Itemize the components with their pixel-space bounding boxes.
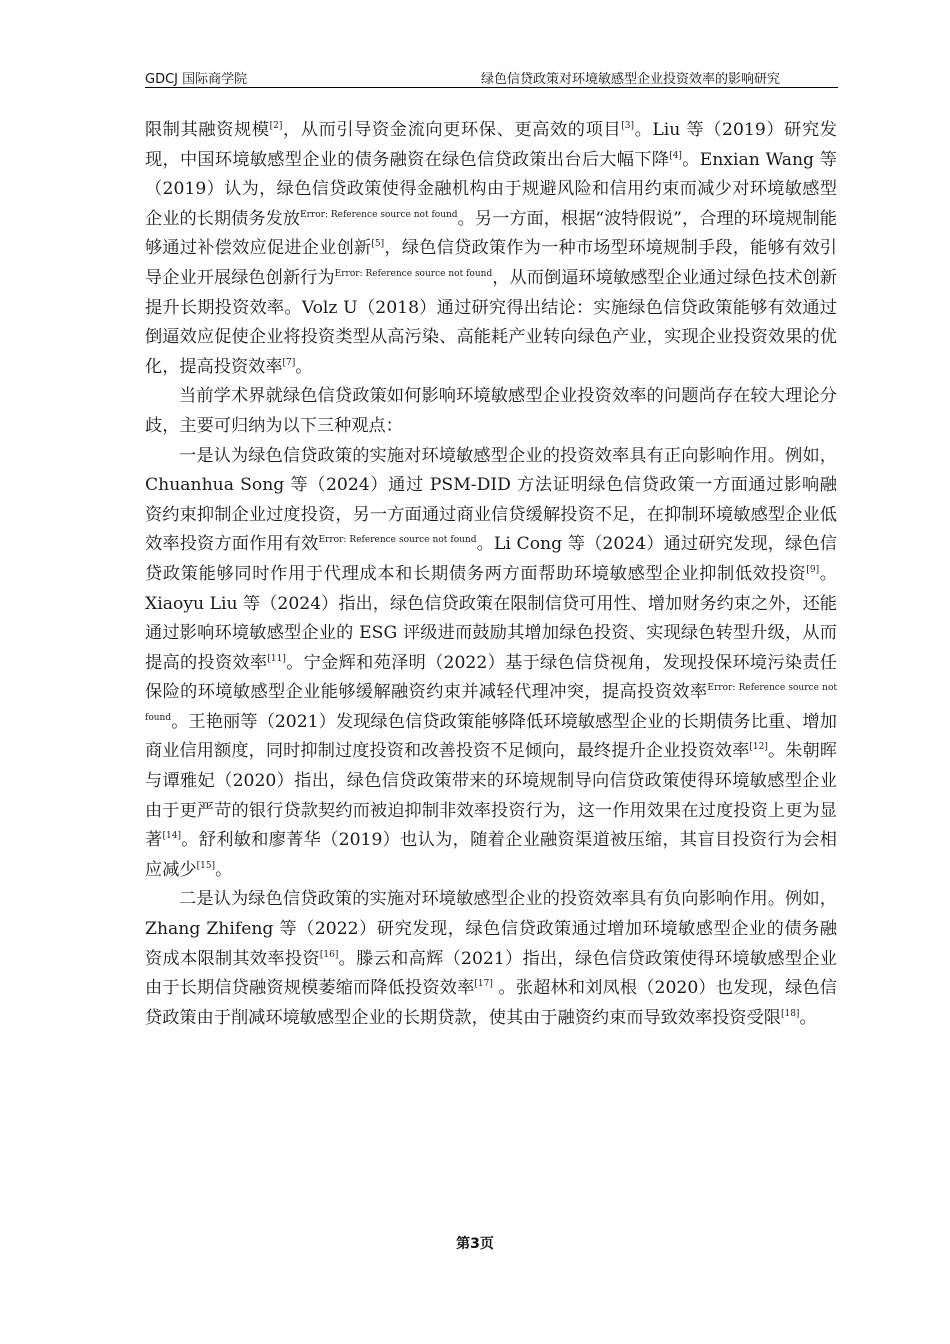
paragraph <box>145 885 837 1033</box>
paragraph-text: 。Li Cong 等（2024）通过研究发现，绿色信贷政策能够同时作用于代理成本和长期债务两方面帮助环境敏感型企业抑制低效投资 <box>145 534 837 584</box>
citation-marker: Error: Reference source not found <box>300 209 458 220</box>
citation-marker: Error: Reference source not found <box>145 683 837 723</box>
citation-marker: [15] <box>196 860 216 871</box>
paragraph-text: 一是认为绿色信贷政策的实施对环境敏感型企业的投资效率具有正向影响作用。例如，Chuanhua Song 等（2024）通过 PSM-DID 方法证明绿色信贷政策一方面通过影响融资约束抑制企业过度投资，另一方面通过商业信贷缓解投资不足，在抑制环境敏感型企业低效率投资方面作用有效 <box>145 445 837 555</box>
paragraph-text: 。 <box>295 356 313 377</box>
citation-marker: [4] <box>669 150 682 161</box>
paragraph-text: 。Liu 等（2019）研究发现，中国环境敏感型企业的债务融资在绿色信贷政策出台后大幅下降 <box>145 120 837 170</box>
citation-marker: [12] <box>749 742 768 753</box>
paragraph-text: 。王艳丽等（2021）发现绿色信贷政策能够降低环境敏感型企业的长期债务比重、增加商业信用额度，同时抑制过度投资和改善投资不足倾向，最终提升企业投资效率 <box>145 711 837 762</box>
paragraph-text: ，从而倒逼环境敏感型企业通过绿色技术创新提升长期投资效率。Volz U（2018）通过研究得出结论：实施绿色信贷政策能够有效通过倒逼效应促使企业将投资类型从高污染、高能耗产业转向绿色产业，实现企业投资效果的优化，提高投资效率 <box>145 267 837 377</box>
page-header <box>145 67 838 88</box>
paragraph-text: 。张超林和刘凤根（2020）也发现，绿色信贷政策由于削减环境敏感型企业的长期贷款，使其由于融资约束而导致效率投资受限 <box>145 978 837 1028</box>
paragraph-text: 当前学术界就绿色信贷政策如何影响环境敏感型企业投资效率的问题尚存在较大理论分歧，主要可归纳为以下三种观点： <box>145 386 837 436</box>
paragraph <box>145 116 837 382</box>
paragraph <box>145 442 837 886</box>
citation-marker: [18] <box>780 1008 800 1019</box>
citation-marker: Error: Reference source not found <box>318 535 477 546</box>
citation-marker: [11] <box>267 653 286 664</box>
citation-marker: [7] <box>282 357 296 368</box>
paragraph-text: 。Enxian Wang 等（2019）认为，绿色信贷政策使得金融机构由于规避风险和信用约束而减少对环境敏感型企业的长期债务发放 <box>145 149 837 229</box>
paragraph-text: 限制其融资规模 <box>145 120 270 140</box>
citation-marker: [14] <box>162 831 181 842</box>
paragraph <box>145 382 837 441</box>
header-institution: GDCJ 国际商学院 <box>145 72 248 87</box>
paragraph-text: 。宁金辉和苑泽明（2022）基于绿色信贷视角，发现投保环境污染责任保险的环境敏感型企业能够缓解融资约束并减轻代理冲突，提高投资效率 <box>145 652 837 703</box>
citation-marker: [3] <box>621 121 634 131</box>
citation-marker: [5] <box>371 239 385 250</box>
paragraph-text: 。另一方面，根据“波特假说”，合理的环境规制能够通过补偿效应促进企业创新 <box>145 208 837 259</box>
paragraph-text: ，从而引导资金流向更环保、更高效的项目 <box>282 120 622 140</box>
paragraph-text: 。 <box>215 859 233 880</box>
paragraph-text: 二是认为绿色信贷政策的实施对环境敏感型企业的投资效率具有负向影响作用。例如，Zhang Zhifeng 等（2022）研究发现，绿色信贷政策通过增加环境敏感型企业的债务融资成本限制其效率投资 <box>145 889 837 969</box>
citation-marker: [9] <box>806 564 820 575</box>
citation-marker: [2] <box>269 121 283 131</box>
paragraph-text: 。朱朝晖与谭雅妃（2020）指出，绿色信贷政策带来的环境规制导向信贷政策使得环境敏感型企业由于更严苛的银行贷款契约而被迫抑制非效率投资行为，这一作用效果在过度投资上更为显著 <box>145 741 837 851</box>
paragraph-text: 。舒利敏和廖菁华（2019）也认为，随着企业融资渠道被压缩，其盲目投资行为会相应减少 <box>145 830 837 880</box>
citation-marker: Error: Reference source not found <box>334 268 493 279</box>
paragraph-text: 。Xiaoyu Liu 等（2024）指出，绿色信贷政策在限制信贷可用性、增加财务约束之外，还能通过影响环境敏感型企业的 ESG 评级进而鼓励其增加绿色投资、实现绿色转型升级，从而提高的投资效率 <box>145 563 837 673</box>
page-number: 第3页 <box>456 1236 494 1252</box>
paragraph-text: 。 <box>799 1007 817 1028</box>
citation-marker: [16] <box>319 949 339 960</box>
paragraph-text: ，绿色信贷政策作为一种市场型环境规制手段，能够有效引导企业开展绿色创新行为 <box>145 238 837 288</box>
header-title: 绿色信贷政策对环境敏感型企业投资效率的影响研究 <box>480 72 780 87</box>
paragraph-text: 。滕云和高辉（2021）指出，绿色信贷政策使得环境敏感型企业由于长期信贷融资规模萎缩而降低投资效率 <box>145 948 837 999</box>
citation-marker: [17] <box>474 979 493 990</box>
body-text <box>145 116 837 1033</box>
